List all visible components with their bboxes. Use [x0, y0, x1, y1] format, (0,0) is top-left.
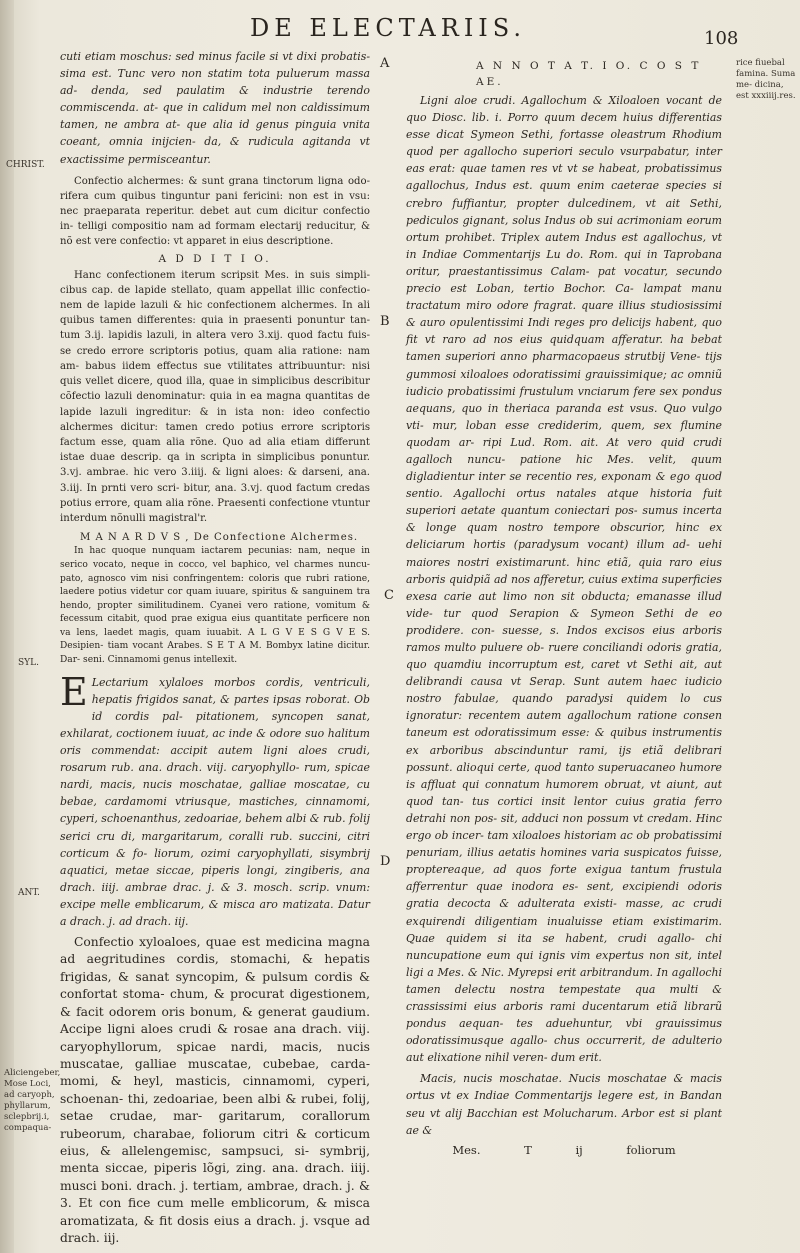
drop-cap: E [60, 669, 88, 714]
signature-line: Mes. T ij foliorum [452, 1142, 676, 1157]
section-marker-b: B [380, 314, 390, 329]
manardus-paragraph: In hac quoque nunquam iactarem pecunias: nam, neque in serico vocato, neque in cocco, vel baphico, vel charmes nuncu- pato, agnosco vim nisi confringentem: coloris que rubri ratione, laedere potius videtur cor quam iuuare, spiritus & sanguinem tra hendo, propter similitudinem. Cyanei vero ratione, vomitum & fecessum citabit, quod prae exigua eius quantitate perficere non va lens, laedet magis, quam iuuabit. A L G V E S G V E S. Desipien- tiam vocant Arabes. S E T A M. Bombyx latine dicitur. Dar- seni. Cinnamomi genus intellexit. [60, 546, 370, 666]
margin-note-left: Aliciengeber, Mose Loci, ad caryoph, phyllarum, sclepbrij.i, compaqua- [4, 1068, 61, 1133]
syl-paragraph [60, 669, 370, 930]
section-marker-c: C [384, 588, 394, 603]
syl-text: Lectarium xylaloes morbos cordis, ventriculi, hepatis frigidos sanat, & partes ipsas roborat. Ob id cordis pal- pitationem, syncopen sanat, exhilarat, coctionem iuuat, ac inde & odore suo halitum oris commendat: accipit autem ligni aloes crudi, rosarum rub. ana. drach. viij. caryophyllo- rum, spicae nardi, macis, nucis moschatae, galliae moscatae, cu bebae, cardamomi vtriusque, mastiches, cinnamomi, cyperi, schoenanthus, zedoariae, behem albi & rub. folij serici cru di, margaritarum, coralli rub. succini, citri corticum & fo- liorum, ozimi caryophyllati, sisymbrij aquatici, metae siccae, piperis longi, zingiberis, ana drach. iiij. ambrae drac. j. & 3. mosch. scrip. vnum: excipe melle emblicarum, & misca aro matizata. Datur a drach. j. ad drach. iij. [60, 675, 370, 928]
left-column [60, 48, 370, 1245]
annotatio-paragraph: Ligni aloe crudi. Agallochum & Xiloaloen vocant de quo Diosc. lib. i. Porro quum decem huius differentias esse dicat Symeon Sethi, fortasse oleastrum Rhodium quod per agallocho superiori seculo vsurpabatur, inter eas erat: quae tamen res vt vt se habeat, probatissimus agallochus, Indus est. quum enim caeterae species si crebro fuffiantur, propter dulcedinem, vt ait Sethi, pediculos gignant, solus Indus ob sui acrimoniam eorum ortum prohibet. Triplex autem Indus est agallochus, vt in Indiae Commentarijs Lu do. Rom. qui in Taprobana oritur, praestantissimus Calam- pat vocatur, secundo precio est Loban, tertio Bochor. Ca- lampat manu tractatum miro odore fragrat. quare illius studiosissimi & auro opulentissimi Indi reges pro delicijs habent, quo fit vt raro ad nos eius quidquam afferatur. ha bebat tamen superiori anno pharmacopaeus strutbij Vene- tijs gummosi xiloaloes odoratissimi grauissimique; ac omniũ iudicio probatissimi frustulum vnciarum fere sex pondus aequans, quo in theriaca paranda est vsus. Quo vulgo vti- mur, loban esse crediderim, quem, sex flumine quodam ar- ripi Lud. Rom. ait. At vero quid crudi agalloch nuncu- patione hic Mes. velit, quum digladientur inter se recentio res, exponam & ego quod sentio. Agallochi ortus natales atque historia fuit superiori aetate quantum coniectari pos- sumus incerta & longe quam nostro tempore obscurior, hinc ex deliciarum hortis (paradysum vocant) illum ad- uehi maiores nostri existimarunt. hinc etiã, quia raro eius arboris quidpiã ad nos afferetur, cuius extima superficies exesa carie aut limo non sit obducta; emanasse illud vide- tur quod Serapion & Symeon Sethi de eo prodidere. con- suesse, s. Indos excisos eius arboris ramos multo puluere ob- ruere conciliandi odoris gratia, quo quamdiu incorruptum est, caret vt Sethi ait, aut delibrandi causa vt Serap. Sunt autem haec iudicio nostro fabulae, quando paradysi quidem lo cus ignoratur: recentem autem agallochum ratione consen taneum est odoratissimum esse: & quibus instrumentis ex arboribus abscinduntur rami, ijs etiã delibrari possunt. alioqui certe, quod tanto superuacaneo humore is affluat qui connatum humorem obruat, vt aiunt, aut quod tan- tus cortici insit lentor cuius gratia ferro detrahi non pos- sit, adduci non possum vt credam. Hinc ergo ob incer- tam xiloaloes historiam ac ob probatissimi penuriam, illius aetatis homines varia suspicatos fuisse, proptereaque, ad quos forte exigua tantum frustula afferrentur quae inodora es- sent, excipiendi odoris gratia decocta & adulterata existi- masse, ac crudi exquirendi diligentiam inualuisse etiam existimarim. Quae quidem si ita se habent, crudi agallo- chi nuncupatione eum qui ignis vim expertus non sit, intel ligi a Mes. & Nic. Myrepsi erit arbitrandum. In agallochi tamen delectu nostra tempestate qua multi & crassissimi eius arboris rami ducentarum etiã librarũ pondus aequan- tes aduehuntur, vbi grauissimus odoratissimusque agallo- chus occurrerit, de adulterio aut elixatione nihil veren- dum erit. [406, 94, 722, 1065]
manardus-heading: M A N A R D V S , De Confectione Alchermes. [80, 532, 359, 544]
additio-paragraph: Hanc confectionem iterum scripsit Mes. in suis simpli- cibus cap. de lapide stellato, quam appellat illic confectio- nem de lapide lazuli & hic confectionem alchermes. In ali quibus tamen differentes: quia in praesenti ponuntur tan- tum 3.ij. lapidis lazuli, in altera vero 3.xij. quod factu fuis- se credo errore scriptoris potius, quam alia ratione: nam am- babus iidem effectus sue vtilitates attribuuntur: nisi quis vellet dicere, quod illa, quae in simplicibus describitur cõfectio lazuli denominatur: quia in ea magna quantitas de lapide lazuli ingreditur: & in ista non: ideo confectio alchermes dicitur: tamen credo potius errore scriptoris factum esse, quam alia rõne. Quo ad alia etiam differunt istae duae descrip. qa in scripta in simplicibus ponuntur. 3.vj. ambrae. hic vero 3.iiij. & ligni aloes: & darseni, ana. 3.iij. In prnti vero scri- bitur, ana. 3.vj. quod factum credas potius errore, quam alia rõne. Praesenti confectione vtuntur interdum nõnulli magistral'r. [60, 269, 370, 524]
section-marker-a: A [380, 56, 390, 71]
additio-heading: A D D I T I O. [158, 252, 272, 265]
margin-note-right: rice fiuebal famina. Suma me- dicina, est xxxiiij.res. [736, 58, 796, 101]
section-marker-d: D [380, 854, 391, 869]
right-column [406, 58, 722, 1228]
macis-paragraph: Macis, nucis moschatae. Nucis moschatae & macis ortus vt ex Indiae Commentarijs legere est, in Bandan seu vt alij Bacchian est Molucharum. Arbor est si plant ae & [406, 1072, 722, 1137]
margin-label-syl: SYL. [18, 658, 39, 668]
margin-label-ant: ANT. [18, 888, 40, 898]
running-title: DE ELECTARIIS. [250, 14, 527, 42]
page-number: 108 [704, 28, 739, 49]
intro-paragraph: cuti etiam moschus: sed minus facile si vt dixi probatis- sima est. Tunc vero non statim tota puluerum massa ad- denda, sed paulatim & industrie terendo commiscenda. at- que in calidum mel non caldissimum tamen, ne ambra at- que alia id genus pinguia vnita coeant, omnia inijcien- da, & rudicula agitanda vt exactissime permisceantur. [60, 50, 370, 166]
binding-gutter [0, 0, 14, 1253]
margin-label-christ: CHRIST. [6, 160, 45, 170]
christ-paragraph: Confectio alchermes: & sunt grana tinctorum ligna odo- rifera cum quibus tinguntur pani fericini: non est in vsu: nec praeparata reperitur. debet aut cum dicitur confectio in- telligi compositio nam ad formam electarij reducitur, & nõ est vere confectio: vt apparet in eius descriptione. [60, 175, 370, 248]
ant-paragraph: Confectio xyloaloes, quae est medicina magna ad aegritudines cordis, stomachi, & hepatis frigidas, & sanat syncopim, & pulsum cordis & confortat stoma- chum, & procurat digestionem, & facit odorem oris bonum, & generat gaudium. Accipe ligni aloes crudi & rosae ana drach. viij. caryophyllorum, spicae nardi, macis, nucis muscatae, galliae muscatae, cubebae, carda- momi, & heyl, masticis, cinnamomi, cyperi, schoenan- thi, zedoariae, been albi & rubei, folij, setae crudae, mar- garitarum, corallorum rubeorum, charabae, foliorum citri & corticum eius, & allelengemisc, sampsuci, si- symbrij, menta siccae, piperis lõgi, zing. ana. drach. iiij. musci boni. drach. j. tertiam, ambrae, drach. j. & 3. Et con fice cum melle emblicorum, & misca aromatizata, & fit dosis eius a drach. j. vsque ad drach. iij. [60, 935, 370, 1245]
annotatio-heading: A N N O T A T. I O. C O S T AE. [476, 60, 702, 88]
